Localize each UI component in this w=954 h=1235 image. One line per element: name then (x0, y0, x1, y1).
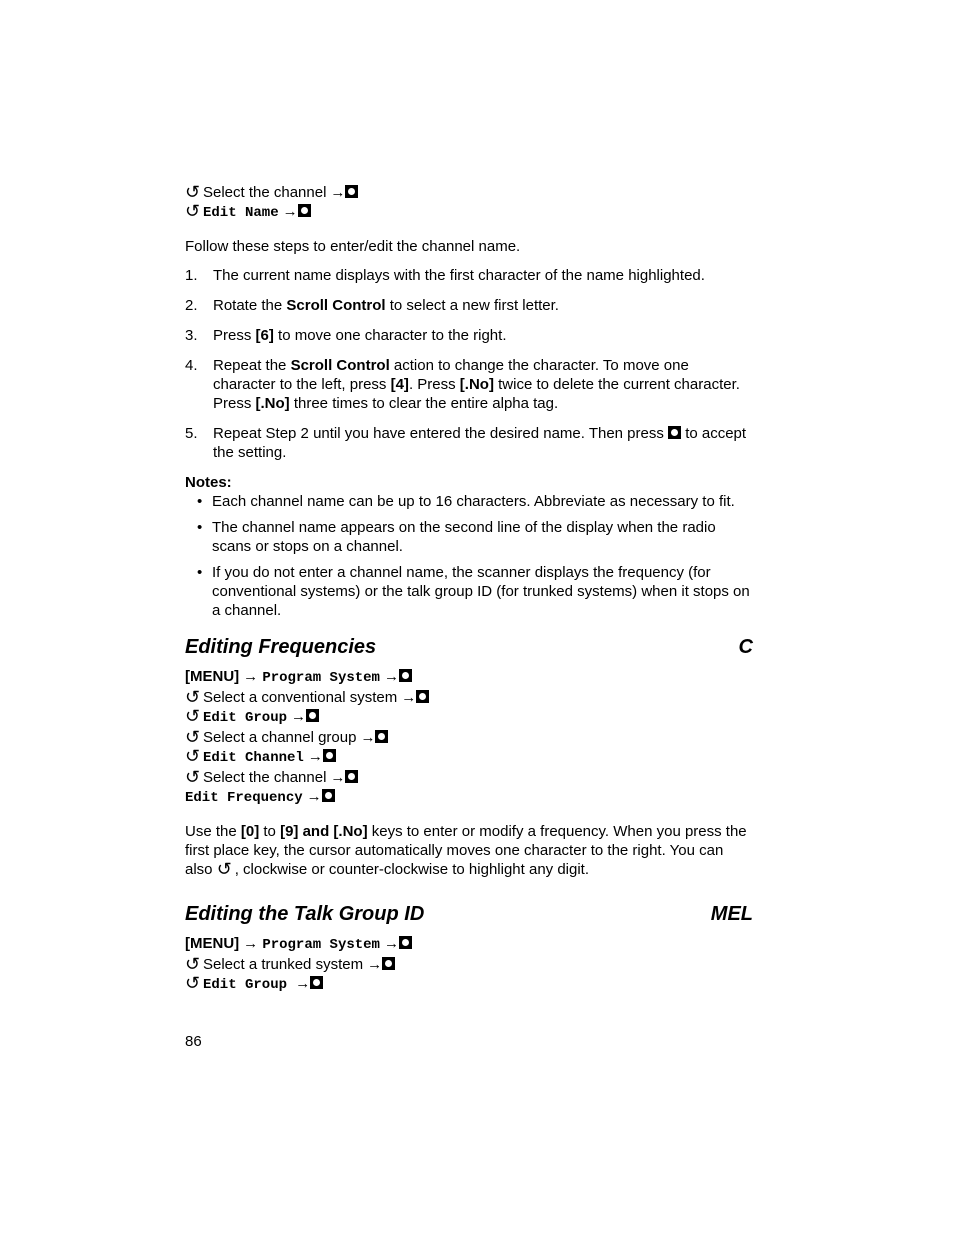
arrow-icon: → (243, 935, 259, 952)
path-line (185, 974, 753, 995)
enter-key-icon (345, 185, 358, 198)
path-line-edit-name (185, 202, 753, 223)
step-item (185, 326, 753, 345)
step-text: Rotate the (213, 297, 287, 314)
note-item (185, 518, 753, 556)
menu-option: Program System (262, 937, 380, 953)
menu-option: Program System (262, 670, 380, 686)
path-text: Select a conventional system (203, 689, 398, 706)
step-item (185, 296, 753, 315)
path-text: Select the channel (203, 184, 327, 201)
body-text: Use the (185, 823, 241, 840)
note-text: Each channel name can be up to 16 characters. Abbreviate as necessary to fit. (212, 493, 735, 510)
path-text: Select a channel group (203, 729, 357, 746)
step-number: 3. (185, 327, 198, 344)
note-item (185, 563, 753, 620)
step-text: three times to clear the entire alpha tag. (289, 395, 559, 412)
frequency-paragraph (185, 822, 753, 879)
section-heading-editing-frequencies (185, 634, 753, 660)
step-text: action to change the character. To move one character to the left, press (213, 357, 689, 393)
menu-option: Edit Name (203, 205, 279, 221)
body-text: , clockwise or counter-clockwise to highlight any digit. (234, 861, 590, 878)
note-text: If you do not enter a channel name, the scanner displays the frequency (for conventional systems) or the talk group ID (for trunked systems) when it stops on a channel. (212, 564, 750, 619)
step-text: twice to delete the current character. Press (213, 376, 740, 412)
key-name: [.No] (459, 376, 494, 393)
enter-key-icon (668, 426, 681, 439)
rotate-icon: ↺ (185, 973, 201, 993)
path-line (185, 768, 753, 787)
section-heading-editing-talk-group-id (185, 901, 753, 927)
control-name: Scroll Control (286, 297, 386, 314)
step-item (185, 266, 753, 285)
enter-key-icon (322, 789, 335, 802)
body-text: keys to enter or modify a frequency. When you press the first place key, the cursor automatically moves one character to the right. You can also (185, 823, 747, 878)
enter-key-icon (382, 957, 395, 970)
arrow-icon: → (383, 935, 399, 952)
menu-key: [MENU] (185, 935, 240, 952)
key-name: [.No] (255, 395, 290, 412)
path-line (185, 688, 753, 707)
arrow-icon: → (330, 184, 346, 201)
rotate-icon: ↺ (185, 767, 201, 787)
rotate-icon: ↺ (185, 954, 201, 974)
key-name: [9] and [.No] (280, 823, 368, 840)
menu-key: [MENU] (185, 668, 240, 685)
step-text: The current name displays with the first character of the name highlighted. (213, 267, 705, 284)
rotate-icon: ↺ (216, 859, 232, 879)
step-text: . Press (408, 376, 460, 393)
rotate-icon: ↺ (185, 201, 201, 221)
section-mode-tag: MEL (710, 903, 753, 925)
path-line (185, 934, 753, 955)
step-text: to move one character to the right. (273, 327, 507, 344)
arrow-icon: → (330, 769, 346, 786)
bullet-icon: • (197, 493, 203, 510)
path-text: Select the channel (203, 769, 327, 786)
arrow-icon: → (367, 956, 383, 973)
key-name: [4] (390, 376, 409, 393)
key-name: [0] (240, 823, 260, 840)
step-text: to accept the setting. (213, 425, 747, 461)
enter-key-icon (306, 709, 319, 722)
step-number: 1. (185, 267, 198, 284)
arrow-icon: → (243, 668, 259, 685)
arrow-icon: → (282, 203, 298, 220)
section-title: Editing Frequencies (185, 636, 377, 658)
rotate-icon: ↺ (185, 706, 201, 726)
rotate-icon: ↺ (185, 727, 201, 747)
menu-option: Edit Group (203, 710, 288, 726)
path-line (185, 728, 753, 747)
step-text: Press (213, 327, 256, 344)
enter-key-icon (298, 204, 311, 217)
note-text: The channel name appears on the second line of the display when the radio scans or stops on a channel. (212, 519, 716, 555)
body-text: to (259, 823, 281, 840)
enter-key-icon (323, 749, 336, 762)
steps-list (185, 266, 753, 462)
path-line (185, 667, 753, 688)
path-line (185, 707, 753, 728)
rotate-icon: ↺ (185, 746, 201, 766)
rotate-icon: ↺ (185, 687, 201, 707)
page-number: 86 (185, 1033, 202, 1050)
menu-option: Edit Channel (203, 750, 304, 766)
arrow-icon: → (383, 668, 399, 685)
enter-key-icon (416, 690, 429, 703)
key-name: [6] (255, 327, 274, 344)
enter-key-icon (399, 669, 412, 682)
arrow-icon: → (291, 708, 307, 725)
bullet-icon: • (197, 519, 203, 536)
step-text: Repeat the (213, 357, 291, 374)
command-path (185, 667, 753, 808)
step-text: Repeat Step 2 until you have entered the desired name. Then press (213, 425, 669, 442)
note-item (185, 492, 753, 511)
enter-key-icon (310, 976, 323, 989)
step-number: 2. (185, 297, 198, 314)
path-line (185, 787, 753, 808)
menu-option: Edit Group (203, 977, 288, 993)
menu-option: Edit Frequency (185, 790, 303, 806)
step-item (185, 356, 753, 413)
control-name: Scroll Control (290, 357, 390, 374)
step-text: to select a new first letter. (385, 297, 559, 314)
path-line (185, 955, 753, 974)
notes-list (185, 492, 753, 620)
rotate-icon: ↺ (185, 182, 201, 202)
path-line-select-channel (185, 183, 753, 202)
arrow-icon: → (401, 689, 417, 706)
notes-heading: Notes: (185, 474, 232, 491)
section-mode-tag: C (738, 636, 753, 658)
path-line (185, 747, 753, 768)
arrow-icon: → (307, 748, 323, 765)
bullet-icon: • (197, 564, 203, 581)
arrow-icon: → (360, 729, 376, 746)
enter-key-icon (375, 730, 388, 743)
manual-page (185, 183, 753, 995)
path-text: Select a trunked system (203, 956, 364, 973)
command-path (185, 934, 753, 995)
step-number: 5. (185, 425, 198, 442)
step-number: 4. (185, 357, 198, 374)
step-item (185, 424, 753, 462)
enter-key-icon (345, 770, 358, 783)
arrow-icon: → (306, 788, 322, 805)
intro-paragraph: Follow these steps to enter/edit the channel name. (185, 238, 521, 255)
enter-key-icon (399, 936, 412, 949)
arrow-icon: → (295, 975, 311, 992)
section-title: Editing the Talk Group ID (185, 903, 425, 925)
